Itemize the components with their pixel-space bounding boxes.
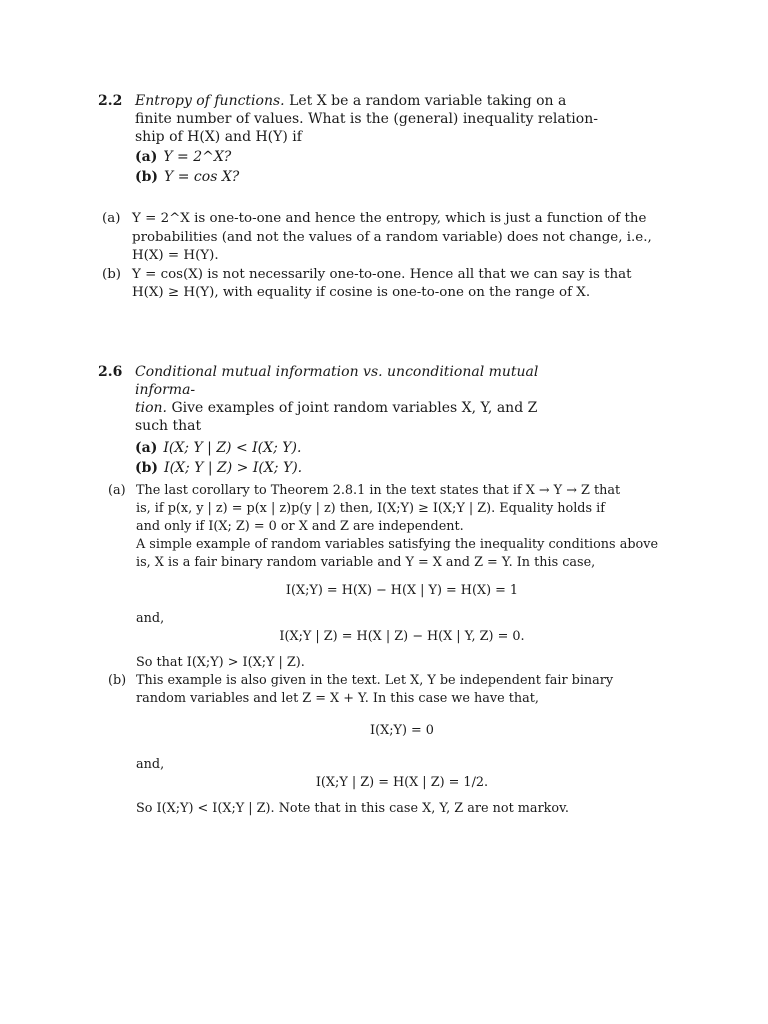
problem-statement bbox=[135, 399, 598, 417]
part-text: Y = cos X? bbox=[164, 169, 240, 185]
solution-part-a bbox=[108, 482, 668, 672]
problem-text: ship of H(X) and H(Y) if bbox=[135, 129, 302, 145]
problem-title: tion. bbox=[135, 400, 167, 416]
solution-text: So that I(X;Y) > I(X;Y | Z). bbox=[136, 655, 305, 670]
solution-part-b bbox=[102, 266, 672, 303]
solution-part-b bbox=[108, 672, 668, 818]
part-label: (b) bbox=[135, 460, 159, 476]
equation: I(X;Y) = H(X) − H(X | Y) = H(X) = 1 bbox=[285, 583, 519, 598]
equation: I(X;Y | Z) = H(X | Z) − H(X | Y, Z) = 0. bbox=[279, 629, 525, 644]
solution-text: is, X is a fair binary random variable and Y = X and Z = Y. In this case, bbox=[136, 555, 596, 570]
solution-text: Y = cos(X) is not necessarily one-to-one. Hence all that we can say is that bbox=[132, 266, 632, 282]
problem-number: 2.2 bbox=[98, 93, 123, 109]
solution-text: H(X) ≥ H(Y), with equality if cosine is one-to-one on the range of X. bbox=[132, 285, 591, 300]
part-text: Y = 2^X? bbox=[163, 149, 232, 165]
solution-text: The last corollary to Theorem 2.8.1 in the text states that if X → Y → Z that bbox=[136, 483, 621, 498]
solution-text: random variables and let Z = X + Y. In this case we have that, bbox=[136, 691, 539, 706]
problem-text: Let X be a random variable taking on a bbox=[289, 93, 567, 109]
problem-text: finite number of values. What is the (general) inequality relation- bbox=[135, 111, 598, 127]
solution-text: H(X) = H(Y). bbox=[132, 248, 219, 263]
part-text: I(X; Y | Z) > I(X; Y). bbox=[164, 460, 303, 476]
problem-number: 2.6 bbox=[98, 364, 123, 380]
problem-2-6 bbox=[98, 363, 598, 477]
solution-2-6 bbox=[108, 482, 668, 818]
solution-text: and, bbox=[136, 757, 165, 772]
solution-text: So I(X;Y) < I(X;Y | Z). Note that in this case X, Y, Z are not markov. bbox=[136, 801, 569, 816]
problem-title: Conditional mutual information vs. unconditional mutual informa- bbox=[135, 364, 539, 398]
problem-part-b bbox=[135, 459, 598, 477]
solution-text: and, bbox=[136, 611, 165, 626]
equation: I(X;Y) = 0 bbox=[370, 723, 434, 738]
problem-part-a bbox=[135, 148, 598, 166]
solution-text: Y = 2^X is one-to-one and hence the entropy, which is just a function of the bbox=[132, 211, 647, 226]
solution-part-a bbox=[102, 210, 672, 266]
part-label: (b) bbox=[102, 266, 122, 282]
problem-text: such that bbox=[135, 418, 202, 434]
part-label: (a) bbox=[135, 440, 158, 456]
problem-part-b bbox=[135, 168, 598, 186]
part-label: (b) bbox=[108, 673, 127, 688]
solution-text: probabilities (and not the values of a random variable) does not change, i.e., bbox=[132, 229, 652, 245]
solution-2-2 bbox=[102, 210, 672, 303]
part-label: (a) bbox=[135, 149, 158, 165]
solution-text: is, if p(x, y | z) = p(x | z)p(y | z) then, I(X;Y) ≥ I(X;Y | Z). Equality holds if bbox=[136, 501, 605, 516]
solution-text: and only if I(X; Z) = 0 or X and Z are independent. bbox=[136, 519, 464, 534]
part-label: (b) bbox=[135, 169, 159, 185]
problem-title: Entropy of functions. bbox=[135, 93, 285, 109]
problem-text: Give examples of joint random variables X, Y, and Z bbox=[171, 400, 538, 416]
solution-text: This example is also given in the text. Let X, Y be independent fair binary bbox=[136, 673, 614, 688]
equation: I(X;Y | Z) = H(X | Z) = 1/2. bbox=[315, 775, 489, 790]
part-label: (a) bbox=[102, 211, 121, 226]
solution-text: A simple example of random variables satisfying the inequality conditions above bbox=[136, 537, 659, 552]
problem-2-2 bbox=[98, 92, 598, 186]
part-label: (a) bbox=[108, 483, 126, 498]
part-text: I(X; Y | Z) < I(X; Y). bbox=[163, 440, 302, 456]
problem-statement bbox=[135, 92, 598, 110]
problem-part-a bbox=[135, 439, 598, 457]
